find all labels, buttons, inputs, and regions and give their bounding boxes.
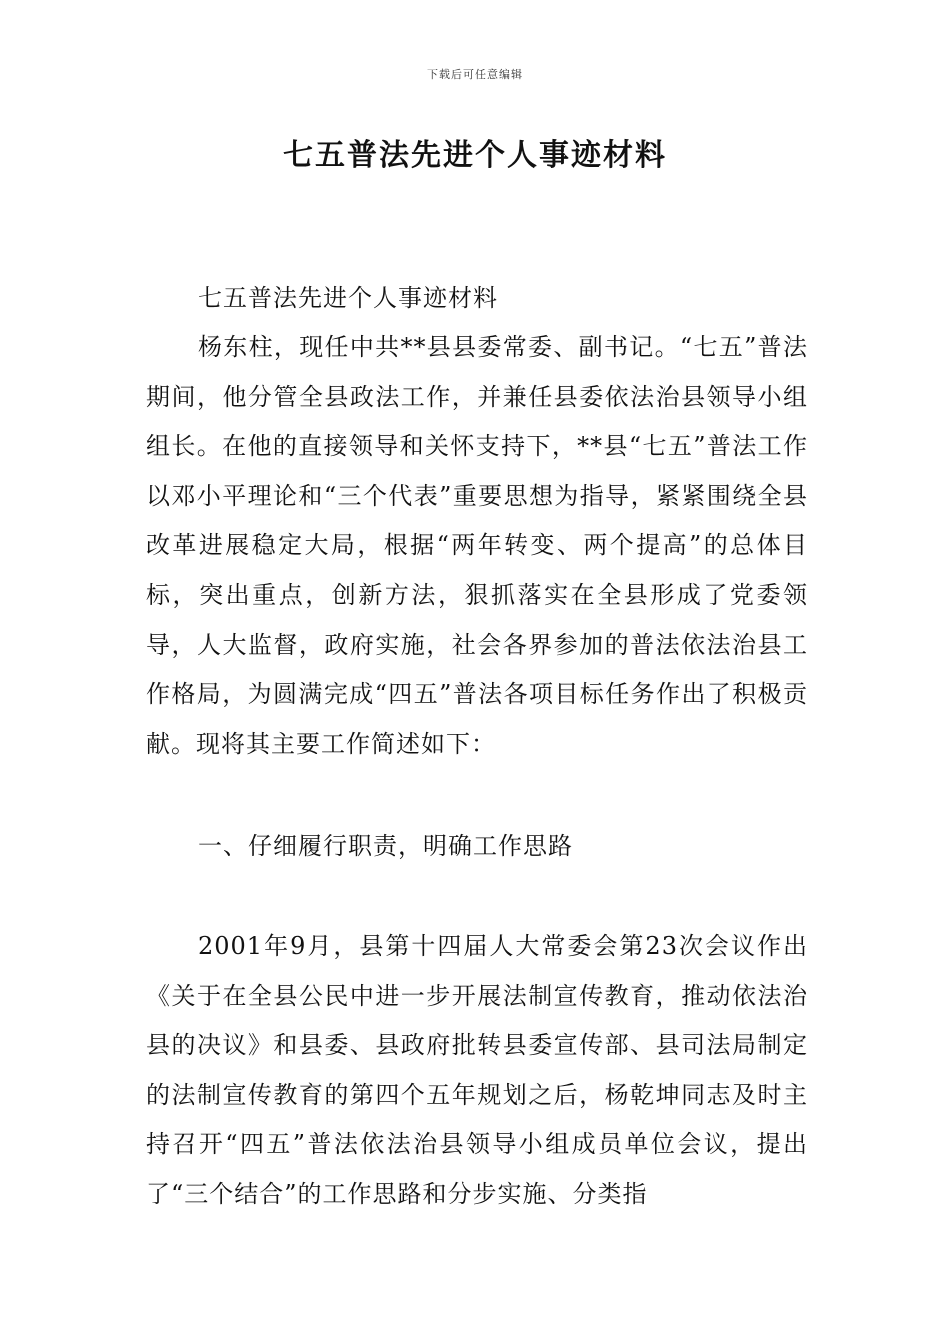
section-heading-1: 一、仔细履行职责，明确工作思路 [198, 832, 573, 860]
intro-paragraph: 杨东柱，现任中共**县县委常委、副书记。“七五”普法期间，他分管全县政法工作，并兼任县委依法治县领导小组组长。在他的直接领导和关怀支持下，**县“七五”普法工作以邓小平理论和“三个代表”重要思想为指导，紧紧围绕全县改革进展稳定大局，根据“两年转变、两个提高”的总体目标，突出重点，创新方法，狠抓落实在全县形成了党委领导，人大监督，政府实施，社会各界参加的普法依法治县工作格局，为圆满完成“四五”普法各项目标任务作出了积极贡献。现将其主要工作简述如下： [146, 333, 808, 758]
document-title: 七五普法先进个人事迹材料 [283, 138, 667, 173]
header-note: 下载后可任意编辑 [427, 68, 523, 81]
body-paragraph-2: 2001年9月，县第十四届人大常委会第23次会议作出《关于在全县公民中进一步开展法制宣传教育，推动依法治县的决议》和县委、县政府批转县委宣传部、县司法局制定的法制宣传教育的第四个五年规划之后，杨乾坤同志及时主持召开“四五”普法依法治县领导小组成员单位会议，提出了“三个结合”的工作思路和分步实施、分类指 [146, 932, 808, 1208]
document-subtitle: 七五普法先进个人事迹材料 [198, 284, 498, 312]
